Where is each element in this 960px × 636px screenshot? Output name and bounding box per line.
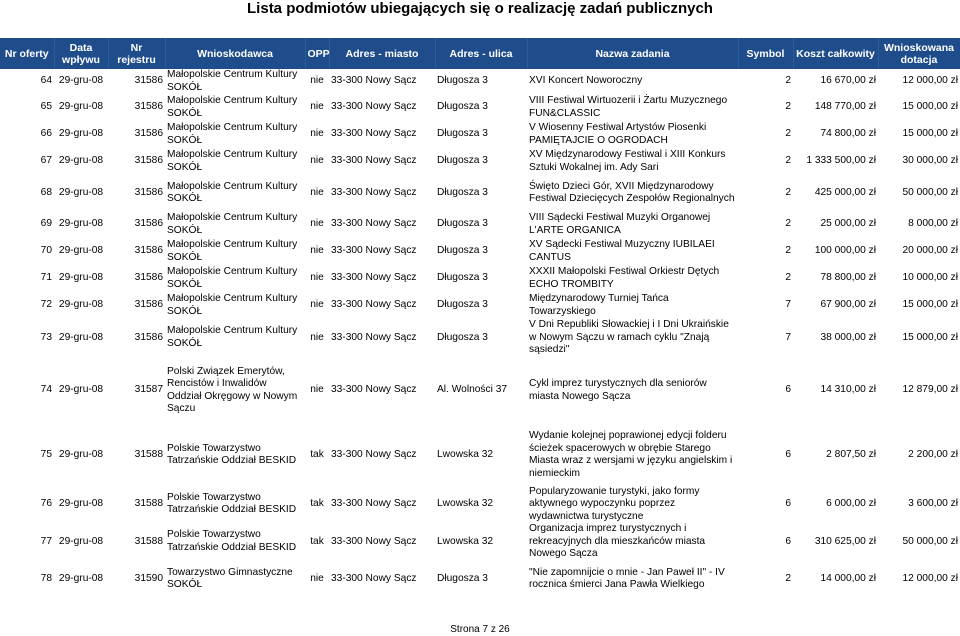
cell-koszt: 14 310,00 zł: [820, 384, 876, 396]
cell-symbol: 7: [785, 331, 791, 343]
cell-adres-miasto: 33-300 Nowy Sącz: [331, 101, 417, 113]
cell-nr-oferty: 66: [40, 128, 52, 140]
cell-nr-oferty: 73: [40, 331, 52, 343]
header-koszt: Koszt całkowity: [793, 38, 878, 69]
cell-adres-miasto: 33-300 Nowy Sącz: [331, 572, 417, 584]
cell-nr-oferty: 77: [40, 535, 52, 547]
cell-adres-miasto: 33-300 Nowy Sącz: [331, 535, 417, 547]
cell-nr-rejestru: 31586: [134, 218, 163, 230]
cell-wnioskodawca: Polskie Towarzystwo Tatrzańskie Oddział BESKID: [167, 491, 297, 516]
cell-opp: nie: [310, 331, 324, 343]
cell-nazwa-zadania: XV Sądecki Festiwal Muzyczny IUBILAEI CANTUS: [529, 239, 715, 263]
cell-opp: nie: [310, 272, 324, 284]
cell-nazwa-zadania: Wydanie kolejnej poprawionej edycji folderu ścieżek spacerowych w obrębie Starego Miasta wraz z wersjami w języku angielskim i niemieckim: [529, 430, 733, 479]
cell-dotacja: 2 200,00 zł: [908, 448, 958, 460]
cell-nr-oferty: 64: [40, 75, 52, 87]
cell-adres-ulica: Al. Wolności 37: [437, 384, 508, 396]
cell-adres-miasto: 33-300 Nowy Sącz: [331, 384, 417, 396]
cell-nazwa-zadania: V Dni Republiki Słowackiej i I Dni Ukraińskie w Nowym Sączu w ramach cyklu "Znają sąsiedzi": [529, 319, 729, 355]
cell-nazwa-zadania: Cykl imprez turystycznych dla seniorów miasta Nowego Sącza: [529, 378, 707, 402]
table-row: [0, 292, 960, 319]
cell-wnioskodawca: Polski Związek Emerytów, Rencistów i Inwalidów Oddział Okręgowy w Nowym Sączu: [167, 365, 298, 414]
cell-data-wplywu: 29-gru-08: [58, 384, 104, 396]
cell-wnioskodawca: Małopolskie Centrum Kultury SOKÓŁ: [167, 239, 298, 263]
header-dotacja: Wnioskowana dotacja: [878, 38, 960, 69]
cell-dotacja: 15 000,00 zł: [902, 128, 958, 140]
cell-wnioskodawca: Małopolskie Centrum Kultury SOKÓŁ: [167, 325, 298, 349]
cell-nr-oferty: 74: [40, 384, 52, 396]
cell-nr-rejestru: 31586: [134, 128, 163, 140]
cell-dotacja: 15 000,00 zł: [902, 101, 958, 113]
table-row: [0, 265, 960, 292]
cell-nr-oferty: 70: [40, 245, 52, 257]
cell-data-wplywu: 29-gru-08: [58, 128, 104, 140]
header-adres-ulica: Adres - ulica: [435, 38, 527, 69]
table-row: [0, 69, 960, 94]
cell-opp: tak: [310, 448, 324, 460]
cell-dotacja: 20 000,00 zł: [902, 245, 958, 257]
cell-koszt: 67 900,00 zł: [820, 299, 876, 311]
cell-koszt: 100 000,00 zł: [814, 245, 876, 257]
cell-nazwa-zadania: Międzynarodowy Turniej Tańca Towarzyskiego: [529, 293, 669, 317]
cell-symbol: 6: [785, 535, 791, 547]
table-row: [0, 175, 960, 211]
cell-data-wplywu: 29-gru-08: [58, 245, 104, 257]
cell-opp: nie: [310, 218, 324, 230]
cell-opp: nie: [310, 384, 324, 396]
cell-symbol: 2: [785, 572, 791, 584]
header-wnioskodawca: Wnioskodawca: [165, 38, 305, 69]
cell-koszt: 14 000,00 zł: [820, 572, 876, 584]
cell-dotacja: 3 600,00 zł: [908, 498, 958, 509]
cell-nr-rejestru: 31588: [134, 498, 163, 509]
cell-dotacja: 12 879,00 zł: [902, 384, 958, 396]
cell-nr-oferty: 68: [40, 186, 52, 198]
cell-nazwa-zadania: XVI Koncert Noworoczny: [529, 75, 643, 87]
cell-dotacja: 12 000,00 zł: [902, 75, 958, 87]
offers-table: [0, 38, 960, 598]
cell-data-wplywu: 29-gru-08: [58, 272, 104, 284]
cell-nr-oferty: 78: [40, 572, 52, 584]
cell-nr-oferty: 71: [40, 272, 52, 284]
cell-koszt: 78 800,00 zł: [820, 272, 876, 284]
cell-adres-ulica: Długosza 3: [437, 186, 488, 198]
cell-nazwa-zadania: Popularyzowanie turystyki, jako formy aktywnego wypoczynku poprzez wydawnictwa turystyczne: [529, 485, 700, 522]
cell-nr-oferty: 72: [40, 299, 52, 311]
cell-dotacja: 10 000,00 zł: [902, 272, 958, 284]
cell-koszt: 148 770,00 zł: [814, 101, 876, 113]
header-nr-rejestru: Nr rejestru: [108, 38, 165, 69]
cell-koszt: 16 670,00 zł: [820, 75, 876, 87]
cell-symbol: 6: [785, 448, 791, 460]
cell-adres-ulica: Długosza 3: [437, 572, 488, 584]
cell-symbol: 6: [785, 498, 791, 509]
table-row: [0, 211, 960, 238]
cell-nazwa-zadania: XXXII Małopolski Festiwal Orkiestr Dętych ECHO TROMBITY: [529, 266, 720, 290]
header-nr-oferty: Nr oferty: [0, 38, 54, 69]
cell-symbol: 2: [785, 186, 791, 198]
cell-adres-ulica: Długosza 3: [437, 272, 488, 284]
cell-nr-oferty: 67: [40, 155, 52, 167]
cell-opp: nie: [310, 572, 324, 584]
header-row: [0, 38, 960, 69]
table-row: [0, 94, 960, 121]
cell-opp: tak: [310, 498, 324, 509]
cell-symbol: 7: [785, 299, 791, 311]
cell-symbol: 2: [785, 128, 791, 140]
cell-dotacja: 15 000,00 zł: [902, 299, 958, 311]
cell-adres-miasto: 33-300 Nowy Sącz: [331, 186, 417, 198]
cell-data-wplywu: 29-gru-08: [58, 101, 104, 113]
cell-nr-rejestru: 31586: [134, 299, 163, 311]
cell-nr-rejestru: 31586: [134, 75, 163, 87]
cell-symbol: 2: [785, 101, 791, 113]
cell-adres-miasto: 33-300 Nowy Sącz: [331, 155, 417, 167]
cell-adres-ulica: Lwowska 32: [437, 448, 494, 460]
cell-koszt: 25 000,00 zł: [820, 218, 876, 230]
cell-opp: nie: [310, 128, 324, 140]
cell-nr-oferty: 65: [40, 101, 52, 113]
cell-wnioskodawca: Małopolskie Centrum Kultury SOKÓŁ: [167, 212, 298, 236]
cell-koszt: 425 000,00 zł: [814, 186, 876, 198]
cell-nr-rejestru: 31586: [134, 245, 163, 257]
cell-koszt: 2 807,50 zł: [826, 448, 876, 460]
cell-dotacja: 12 000,00 zł: [902, 572, 958, 584]
page-footer: Strona 7 z 26: [450, 624, 510, 635]
spacer-cell: [0, 416, 960, 425]
cell-dotacja: 30 000,00 zł: [902, 155, 958, 167]
cell-koszt: 74 800,00 zł: [820, 128, 876, 140]
cell-data-wplywu: 29-gru-08: [58, 331, 104, 343]
cell-wnioskodawca: Polskie Towarzystwo Tatrzańskie Oddział BESKID: [167, 442, 297, 466]
cell-nazwa-zadania: XV Międzynarodowy Festiwal i XIII Konkurs Sztuki Wokalnej im. Ady Sari: [529, 149, 726, 173]
row-spacer: [0, 357, 960, 366]
cell-data-wplywu: 29-gru-08: [58, 535, 104, 547]
cell-nr-rejestru: 31587: [134, 384, 163, 396]
header-opp: OPP: [305, 38, 329, 69]
row-spacer: [0, 416, 960, 425]
cell-wnioskodawca: Polskie Towarzystwo Tatrzańskie Oddział BESKID: [167, 529, 297, 553]
cell-symbol: 2: [785, 155, 791, 167]
cell-wnioskodawca: Małopolskie Centrum Kultury SOKÓŁ: [167, 266, 298, 290]
cell-opp: nie: [310, 75, 324, 87]
cell-nr-oferty: 69: [40, 218, 52, 230]
cell-adres-ulica: Lwowska 32: [437, 498, 494, 509]
header-data-wplywu: Data wpływu: [54, 38, 108, 69]
cell-nazwa-zadania: Święto Dzieci Gór, XVII Międzynarodowy Festiwal Dziecięcych Zespołów Regionalnych: [529, 180, 735, 204]
cell-adres-ulica: Długosza 3: [437, 101, 488, 113]
cell-adres-miasto: 33-300 Nowy Sącz: [331, 272, 417, 284]
cell-adres-miasto: 33-300 Nowy Sącz: [331, 245, 417, 257]
table-row: [0, 561, 960, 598]
table-row: [0, 319, 960, 357]
table-row: [0, 366, 960, 416]
table-row: [0, 148, 960, 175]
cell-adres-ulica: Długosza 3: [437, 75, 488, 87]
cell-opp: nie: [310, 299, 324, 311]
cell-nazwa-zadania: VIII Festiwal Wirtuozerii i Żartu Muzycznego FUN&CLASSIC: [529, 95, 728, 119]
cell-wnioskodawca: Małopolskie Centrum Kultury SOKÓŁ: [167, 180, 298, 204]
spacer-cell: [0, 357, 960, 366]
cell-wnioskodawca: Małopolskie Centrum Kultury SOKÓŁ: [167, 122, 298, 146]
header-adres-miasto: Adres - miasto: [329, 38, 435, 69]
table-row: [0, 523, 960, 561]
cell-adres-miasto: 33-300 Nowy Sącz: [331, 331, 417, 343]
cell-nr-rejestru: 31588: [134, 448, 163, 460]
cell-opp: tak: [310, 535, 324, 547]
cell-symbol: 2: [785, 75, 791, 87]
cell-symbol: 2: [785, 245, 791, 257]
cell-data-wplywu: 29-gru-08: [58, 155, 104, 167]
cell-adres-ulica: Lwowska 32: [437, 535, 494, 547]
table-row: [0, 121, 960, 148]
cell-data-wplywu: 29-gru-08: [58, 299, 104, 311]
cell-nr-oferty: 75: [40, 448, 52, 460]
cell-opp: nie: [310, 155, 324, 167]
table-row: [0, 425, 960, 486]
cell-adres-ulica: Długosza 3: [437, 218, 488, 230]
header-nazwa-zadania: Nazwa zadania: [527, 38, 738, 69]
cell-adres-miasto: 33-300 Nowy Sącz: [331, 448, 417, 460]
cell-dotacja: 15 000,00 zł: [902, 331, 958, 343]
cell-nazwa-zadania: VIII Sądecki Festiwal Muzyki Organowej L'ARTE ORGANICA: [529, 212, 711, 236]
cell-wnioskodawca: Małopolskie Centrum Kultury SOKÓŁ: [167, 69, 298, 93]
page-title: Lista podmiotów ubiegających się o realizację zadań publicznych: [247, 0, 713, 17]
cell-data-wplywu: 29-gru-08: [58, 218, 104, 230]
cell-adres-ulica: Długosza 3: [437, 331, 488, 343]
cell-koszt: 6 000,00 zł: [826, 498, 876, 509]
cell-koszt: 310 625,00 zł: [814, 535, 876, 547]
cell-opp: nie: [310, 101, 324, 113]
cell-adres-miasto: 33-300 Nowy Sącz: [331, 299, 417, 311]
cell-opp: nie: [310, 245, 324, 257]
table-row: [0, 486, 960, 524]
cell-adres-ulica: Długosza 3: [437, 299, 488, 311]
cell-dotacja: 50 000,00 zł: [902, 535, 958, 547]
cell-dotacja: 8 000,00 zł: [908, 218, 958, 230]
cell-nr-oferty: 76: [40, 498, 52, 509]
cell-adres-miasto: 33-300 Nowy Sącz: [331, 498, 417, 509]
cell-adres-miasto: 33-300 Nowy Sącz: [331, 128, 417, 140]
cell-symbol: 2: [785, 272, 791, 284]
cell-data-wplywu: 29-gru-08: [58, 572, 104, 584]
cell-koszt: 38 000,00 zł: [820, 331, 876, 343]
cell-nr-rejestru: 31586: [134, 331, 163, 343]
cell-data-wplywu: 29-gru-08: [58, 498, 104, 509]
cell-nr-rejestru: 31586: [134, 155, 163, 167]
cell-opp: nie: [310, 186, 324, 198]
cell-nr-rejestru: 31586: [134, 186, 163, 198]
cell-nazwa-zadania: V Wiosenny Festiwal Artystów Piosenki PAMIĘTAJCIE O OGRODACH: [529, 122, 707, 146]
cell-dotacja: 50 000,00 zł: [902, 186, 958, 198]
cell-adres-ulica: Długosza 3: [437, 128, 488, 140]
header-symbol: Symbol: [738, 38, 793, 69]
cell-data-wplywu: 29-gru-08: [58, 448, 104, 460]
cell-adres-ulica: Długosza 3: [437, 245, 488, 257]
cell-symbol: 2: [785, 218, 791, 230]
cell-nr-rejestru: 31588: [134, 535, 163, 547]
cell-koszt: 1 333 500,00 zł: [806, 155, 876, 167]
cell-wnioskodawca: Małopolskie Centrum Kultury SOKÓŁ: [167, 95, 298, 119]
cell-nazwa-zadania: "Nie zapomnijcie o mnie - Jan Paweł II" - IV rocznica śmierci Jana Pawła Wielkiego: [529, 566, 725, 590]
cell-data-wplywu: 29-gru-08: [58, 75, 104, 87]
cell-nr-rejestru: 31590: [134, 572, 163, 584]
cell-nazwa-zadania: Organizacja imprez turystycznych i rekreacyjnych dla mieszkańców miasta Nowego Sącza: [529, 523, 706, 559]
cell-wnioskodawca: Towarzystwo Gimnastyczne SOKÓŁ: [167, 566, 293, 590]
cell-nr-rejestru: 31586: [134, 272, 163, 284]
cell-adres-miasto: 33-300 Nowy Sącz: [331, 75, 417, 87]
cell-adres-miasto: 33-300 Nowy Sącz: [331, 218, 417, 230]
cell-wnioskodawca: Małopolskie Centrum Kultury SOKÓŁ: [167, 293, 298, 317]
cell-adres-ulica: Długosza 3: [437, 155, 488, 167]
cell-wnioskodawca: Małopolskie Centrum Kultury SOKÓŁ: [167, 149, 298, 173]
cell-nr-rejestru: 31586: [134, 101, 163, 113]
table-row: [0, 238, 960, 265]
cell-symbol: 6: [785, 384, 791, 396]
cell-data-wplywu: 29-gru-08: [58, 186, 104, 198]
